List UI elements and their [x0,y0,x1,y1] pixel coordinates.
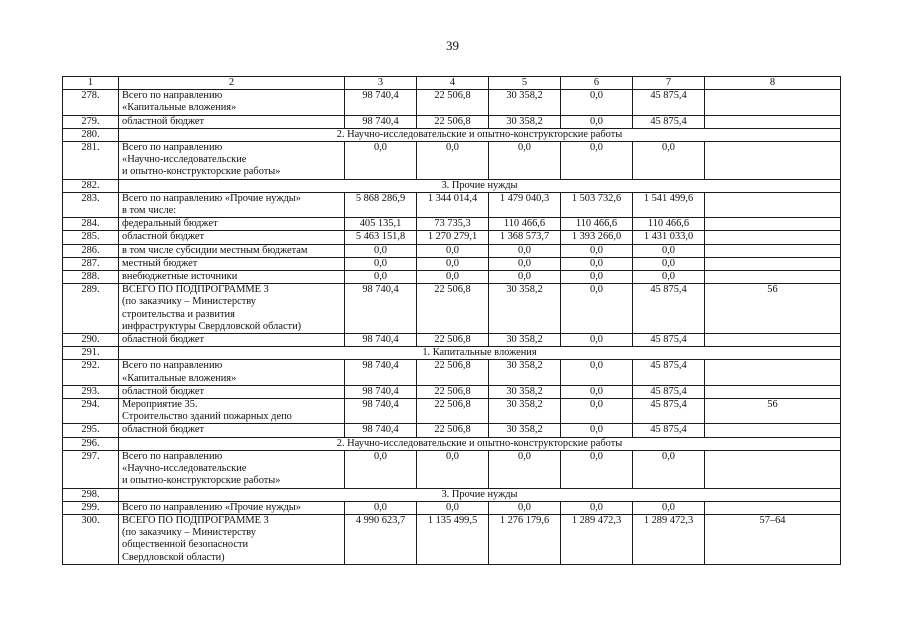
value-cell: 0,0 [633,450,705,488]
section-title: 3. Прочие нужды [119,488,841,501]
reference-cell: 56 [705,399,841,424]
value-cell: 0,0 [633,142,705,180]
row-number: 289. [63,284,119,334]
value-cell: 0,0 [561,360,633,385]
value-cell: 98 740,4 [345,424,417,437]
row-description [119,142,345,180]
value-cell: 0,0 [417,142,489,180]
table-row [63,244,841,257]
value-cell: 45 875,4 [633,284,705,334]
reference-cell [705,360,841,385]
value-cell: 30 358,2 [489,284,561,334]
value-cell: 110 466,6 [561,218,633,231]
value-cell: 98 740,4 [345,360,417,385]
row-description [119,244,345,257]
value-cell: 110 466,6 [633,218,705,231]
value-cell: 0,0 [561,271,633,284]
row-number: 280. [63,128,119,141]
row-number: 293. [63,385,119,398]
description-line: (по заказчику – Министерству [122,296,256,308]
table-row [63,399,841,424]
table-row [63,142,841,180]
row-number: 290. [63,334,119,347]
value-cell: 0,0 [345,244,417,257]
section-row [63,128,841,141]
description-line: (по заказчику – Министерству [122,527,256,539]
value-cell: 0,0 [345,257,417,270]
value-cell: 0,0 [561,257,633,270]
table-row [63,115,841,128]
row-number: 297. [63,450,119,488]
description-line: внебюджетные источники [122,271,238,283]
row-description [119,501,345,514]
value-cell: 1 289 472,3 [633,514,705,564]
reference-cell: 56 [705,284,841,334]
value-cell: 45 875,4 [633,115,705,128]
description-line: областной бюджет [122,231,205,243]
value-cell: 0,0 [561,450,633,488]
section-title: 2. Научно-исследовательские и опытно-конструкторские работы [119,437,841,450]
table-row [63,424,841,437]
value-cell: 0,0 [489,142,561,180]
description-line: Всего по направлению [122,142,223,154]
value-cell: 22 506,8 [417,334,489,347]
row-description [119,284,345,334]
value-cell: 45 875,4 [633,90,705,115]
value-cell: 0,0 [561,399,633,424]
value-cell: 98 740,4 [345,284,417,334]
reference-cell [705,424,841,437]
value-cell: 1 503 732,6 [561,192,633,217]
section-row [63,347,841,360]
value-cell: 0,0 [561,142,633,180]
row-number: 281. [63,142,119,180]
row-description [119,271,345,284]
row-number: 288. [63,271,119,284]
value-cell: 0,0 [489,244,561,257]
row-number: 287. [63,257,119,270]
value-cell: 405 135,1 [345,218,417,231]
section-row [63,179,841,192]
description-line: Всего по направлению [122,90,223,102]
value-cell: 0,0 [633,271,705,284]
value-cell: 1 289 472,3 [561,514,633,564]
row-description [119,218,345,231]
value-cell: 98 740,4 [345,334,417,347]
value-cell: 1 541 499,6 [633,192,705,217]
row-number: 278. [63,90,119,115]
table-row [63,360,841,385]
value-cell: 30 358,2 [489,399,561,424]
value-cell: 0,0 [417,244,489,257]
value-cell: 73 735,3 [417,218,489,231]
value-cell: 0,0 [489,501,561,514]
value-cell: 30 358,2 [489,115,561,128]
row-description [119,192,345,217]
description-line: Всего по направлению «Прочие нужды» [122,501,301,513]
value-cell: 22 506,8 [417,115,489,128]
value-cell: 110 466,6 [489,218,561,231]
description-line: строительства и развития [122,308,235,320]
value-cell: 0,0 [417,271,489,284]
description-line: «Научно-исследовательские [122,463,247,475]
value-cell: 1 135 499,5 [417,514,489,564]
table-row [63,90,841,115]
value-cell: 30 358,2 [489,334,561,347]
value-cell: 0,0 [489,450,561,488]
value-cell: 0,0 [633,244,705,257]
section-title: 1. Капитальные вложения [119,347,841,360]
value-cell: 0,0 [345,271,417,284]
value-cell: 1 270 279,1 [417,231,489,244]
value-cell: 30 358,2 [489,385,561,398]
description-line: областной бюджет [122,385,205,397]
value-cell: 1 368 573,7 [489,231,561,244]
section-row [63,488,841,501]
value-cell: 22 506,8 [417,360,489,385]
value-cell: 5 463 151,8 [345,231,417,244]
table-row [63,334,841,347]
value-cell: 1 479 040,3 [489,192,561,217]
reference-cell [705,244,841,257]
budget-table [62,76,841,565]
value-cell: 4 990 623,7 [345,514,417,564]
value-cell: 0,0 [489,271,561,284]
description-line: Всего по направлению [122,450,223,462]
description-line: Свердловской области) [122,551,225,563]
description-line: «Капитальные вложения» [122,372,237,384]
value-cell: 45 875,4 [633,334,705,347]
value-cell: 1 276 179,6 [489,514,561,564]
reference-cell [705,231,841,244]
value-cell: 22 506,8 [417,399,489,424]
value-cell: 98 740,4 [345,385,417,398]
header-cell: 3 [345,77,417,90]
value-cell: 0,0 [561,244,633,257]
row-number: 283. [63,192,119,217]
description-line: областной бюджет [122,115,205,127]
value-cell: 0,0 [561,284,633,334]
value-cell: 0,0 [561,115,633,128]
row-description [119,231,345,244]
row-description [119,90,345,115]
description-line: областной бюджет [122,334,205,346]
value-cell: 30 358,2 [489,360,561,385]
row-number: 298. [63,488,119,501]
description-line: Всего по направлению [122,360,223,372]
header-cell: 6 [561,77,633,90]
table-row [63,231,841,244]
value-cell: 0,0 [417,450,489,488]
description-line: областной бюджет [122,424,205,436]
row-description [119,257,345,270]
row-number: 284. [63,218,119,231]
table-row [63,192,841,217]
reference-cell [705,257,841,270]
row-number: 279. [63,115,119,128]
description-line: инфраструктуры Свердловской области) [122,320,302,332]
reference-cell [705,501,841,514]
description-line: местный бюджет [122,257,198,269]
value-cell: 0,0 [489,257,561,270]
row-number: 282. [63,179,119,192]
value-cell: 0,0 [561,385,633,398]
value-cell: 5 868 286,9 [345,192,417,217]
table-row [63,218,841,231]
value-cell: 0,0 [561,90,633,115]
row-number: 296. [63,437,119,450]
value-cell: 1 431 033,0 [633,231,705,244]
value-cell: 22 506,8 [417,90,489,115]
value-cell: 0,0 [561,501,633,514]
description-line: Строительство зданий пожарных депо [122,411,292,423]
value-cell: 0,0 [345,450,417,488]
description-line: Мероприятие 35. [122,399,198,411]
description-line: ВСЕГО ПО ПОДПРОГРАММЕ 3 [122,284,269,296]
row-description [119,450,345,488]
description-line: в том числе: [122,205,177,217]
reference-cell [705,90,841,115]
value-cell: 22 506,8 [417,385,489,398]
row-description [119,399,345,424]
row-number: 291. [63,347,119,360]
value-cell: 0,0 [633,257,705,270]
table-row [63,284,841,334]
reference-cell [705,334,841,347]
value-cell: 98 740,4 [345,115,417,128]
section-title: 3. Прочие нужды [119,179,841,192]
table-row [63,257,841,270]
row-description [119,514,345,564]
description-line: «Научно-исследовательские [122,154,247,166]
header-row [63,77,841,90]
value-cell: 45 875,4 [633,360,705,385]
table-row [63,385,841,398]
row-number: 295. [63,424,119,437]
description-line: в том числе субсидии местным бюджетам [122,244,308,256]
value-cell: 0,0 [561,424,633,437]
value-cell: 45 875,4 [633,385,705,398]
description-line: федеральный бюджет [122,218,218,230]
section-row [63,437,841,450]
row-description [119,334,345,347]
row-number: 292. [63,360,119,385]
reference-cell [705,271,841,284]
reference-cell [705,192,841,217]
value-cell: 30 358,2 [489,424,561,437]
row-number: 300. [63,514,119,564]
row-description [119,115,345,128]
value-cell: 98 740,4 [345,90,417,115]
reference-cell [705,115,841,128]
value-cell: 0,0 [417,501,489,514]
description-line: общественной безопасности [122,539,249,551]
table-row [63,501,841,514]
value-cell: 0,0 [345,142,417,180]
value-cell: 30 358,2 [489,90,561,115]
reference-cell [705,218,841,231]
reference-cell [705,450,841,488]
row-number: 286. [63,244,119,257]
row-number: 294. [63,399,119,424]
table-row [63,514,841,564]
value-cell: 0,0 [561,334,633,347]
reference-cell: 57–64 [705,514,841,564]
row-description [119,424,345,437]
page-number: 39 [446,38,459,53]
header-cell: 4 [417,77,489,90]
value-cell: 45 875,4 [633,399,705,424]
row-description [119,360,345,385]
value-cell: 1 393 266,0 [561,231,633,244]
description-line: ВСЕГО ПО ПОДПРОГРАММЕ 3 [122,514,269,526]
description-line: «Капитальные вложения» [122,102,237,114]
value-cell: 1 344 014,4 [417,192,489,217]
value-cell: 45 875,4 [633,424,705,437]
value-cell: 0,0 [417,257,489,270]
value-cell: 98 740,4 [345,399,417,424]
description-line: и опытно-конструкторские работы» [122,475,281,487]
header-cell: 8 [705,77,841,90]
row-number: 285. [63,231,119,244]
row-number: 299. [63,501,119,514]
header-cell: 5 [489,77,561,90]
reference-cell [705,385,841,398]
value-cell: 22 506,8 [417,284,489,334]
table-row [63,450,841,488]
header-cell: 2 [119,77,345,90]
row-description [119,385,345,398]
description-line: Всего по направлению «Прочие нужды» [122,192,301,204]
value-cell: 0,0 [345,501,417,514]
section-title: 2. Научно-исследовательские и опытно-конструкторские работы [119,128,841,141]
description-line: и опытно-конструкторские работы» [122,166,281,178]
reference-cell [705,142,841,180]
header-cell: 7 [633,77,705,90]
value-cell: 22 506,8 [417,424,489,437]
table-row [63,271,841,284]
header-cell: 1 [63,77,119,90]
value-cell: 0,0 [633,501,705,514]
